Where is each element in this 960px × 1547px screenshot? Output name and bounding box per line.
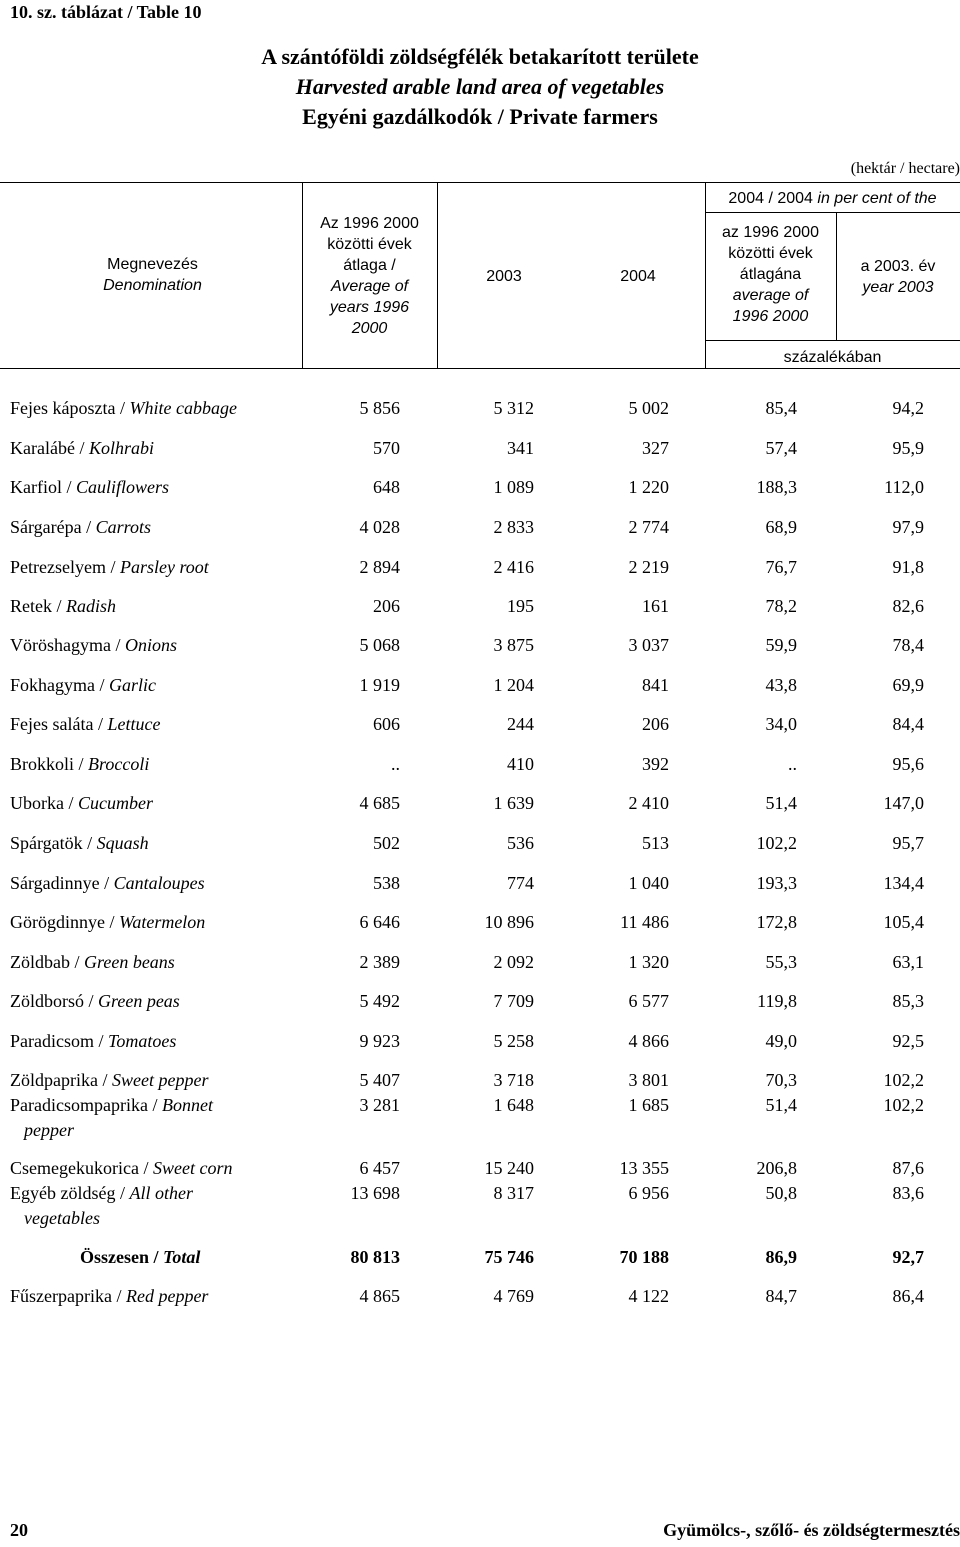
row-name-hu: Petrezselyem / [10, 557, 116, 577]
cell-v1: 5 856 [359, 398, 400, 418]
cell-v2: 4 769 [493, 1286, 534, 1306]
cell-v4: 51,4 [765, 793, 797, 813]
row-name-en: Parsley root [119, 557, 209, 577]
cell-v3: 161 [642, 596, 669, 616]
row-name-hu: Paradicsompaprika / [10, 1095, 158, 1115]
cell-v5: 102,2 [883, 1070, 924, 1090]
cell-v2: 1 639 [493, 793, 534, 813]
cell-v3: 2 219 [628, 557, 669, 577]
ratio-2003-header: a 2003. év year 2003 [860, 258, 936, 296]
table-label: 10. sz. táblázat / Table 10 [10, 2, 202, 22]
cell-v1: 502 [373, 833, 400, 853]
row-name [10, 950, 175, 975]
cell-v5: 86,4 [892, 1286, 924, 1306]
cell-v4: 193,3 [756, 873, 797, 893]
row-name-hu: Spárgatök / [10, 833, 93, 853]
row-name-hu: Fűszerpaprika / [10, 1286, 122, 1306]
cell-v1: 3 281 [359, 1095, 400, 1115]
cell-v4: 84,7 [765, 1286, 797, 1306]
subtitle: Egyéni gazdálkodók / Private farmers [302, 104, 658, 129]
row-name-hu: Brokkoli / [10, 754, 84, 774]
cell-v1: 6 646 [359, 912, 400, 932]
cell-v2: 15 240 [484, 1158, 534, 1178]
cell-v5: 63,1 [892, 952, 924, 972]
row-name-en: Red pepper [125, 1286, 209, 1306]
cell-v3: 392 [642, 754, 669, 774]
cell-v5: 91,8 [892, 557, 924, 577]
row-name-en: Kolhrabi [88, 438, 154, 458]
cell-v2: 3 875 [493, 635, 534, 655]
row-name [10, 555, 209, 580]
row-name-en: Onions [124, 635, 177, 655]
cell-v1: 2 389 [359, 952, 400, 972]
row-name-hu: Fejes káposzta / [10, 398, 125, 418]
row-name [10, 396, 237, 421]
cell-v2: 75 746 [484, 1247, 534, 1267]
cell-v1: 1 919 [359, 675, 400, 695]
cell-v2: 195 [507, 596, 534, 616]
cell-v2: 5 258 [493, 1031, 534, 1051]
row-name [10, 831, 149, 856]
row-name [10, 633, 177, 658]
row-name [10, 712, 160, 737]
row-name-en: Bonnet [161, 1095, 213, 1115]
cell-v4: 76,7 [765, 557, 797, 577]
cell-v3: 3 037 [628, 635, 669, 655]
row-name [10, 910, 205, 935]
cell-v5: 95,9 [892, 438, 924, 458]
cell-v3: 6 577 [628, 991, 669, 1011]
cell-v3: 1 685 [628, 1095, 669, 1115]
row-name-hu: Összesen / [80, 1247, 159, 1267]
page-number: 20 [10, 1520, 28, 1540]
average-header: Az 1996 2000 közötti évek átlaga / Average of years 1996 2000 [320, 215, 419, 337]
cell-v3: 841 [642, 675, 669, 695]
cell-v2: 2 416 [493, 557, 534, 577]
cell-v2: 536 [507, 833, 534, 853]
row-name-en: Cantaloupes [113, 873, 205, 893]
row-name-hu: Karalábé / [10, 438, 85, 458]
percent-header: százalékában [783, 349, 882, 366]
cell-v2: 2 092 [493, 952, 534, 972]
cell-v4: 43,8 [765, 675, 797, 695]
cell-v1: 570 [373, 438, 400, 458]
cell-v1: 538 [373, 873, 400, 893]
row-name-hu: Zöldborsó / [10, 991, 94, 1011]
cell-v1: 5 068 [359, 635, 400, 655]
cell-v4: 55,3 [765, 952, 797, 972]
cell-v4: 172,8 [756, 912, 797, 932]
cell-v4: 50,8 [765, 1183, 797, 1203]
cell-v5: 102,2 [883, 1095, 924, 1115]
cell-v4: 59,9 [765, 635, 797, 655]
row-name [10, 989, 180, 1014]
cell-v4: 49,0 [765, 1031, 797, 1051]
cell-v3: 11 486 [620, 912, 669, 932]
cell-v3: 206 [642, 714, 669, 734]
cell-v2: 8 317 [493, 1183, 534, 1203]
row-name-en: Sweet pepper [111, 1070, 209, 1090]
row-name [80, 1245, 200, 1270]
cell-v5: 95,6 [892, 754, 924, 774]
cell-v2: 341 [507, 438, 534, 458]
row-name-en: All other [129, 1183, 193, 1203]
cell-v5: 147,0 [883, 793, 924, 813]
cell-v4: 119,8 [757, 991, 797, 1011]
cell-v1: 9 923 [359, 1031, 400, 1051]
cell-v2: 410 [507, 754, 534, 774]
title-hu: A szántóföldi zöldségfélék betakarított területe [261, 44, 699, 69]
row-name-en: White cabbage [129, 398, 237, 418]
cell-v4: 188,3 [756, 477, 797, 497]
cell-v5: 85,3 [892, 991, 924, 1011]
cell-v3: 1 220 [628, 477, 669, 497]
cell-v2: 2 833 [493, 517, 534, 537]
cell-v5: 69,9 [892, 675, 924, 695]
year-2004-header: 2004 [620, 268, 656, 285]
year-2003-header: 2003 [486, 268, 522, 285]
unit-label: (hektár / hectare) [850, 160, 960, 177]
cell-v3: 513 [642, 833, 669, 853]
cell-v1: 4 865 [359, 1286, 400, 1306]
cell-v5: 82,6 [892, 596, 924, 616]
row-name-en: Total [163, 1247, 201, 1267]
header-top-rule [0, 182, 960, 183]
cell-v2: 10 896 [484, 912, 534, 932]
ratio-average-header: az 1996 2000 közötti évek átlagána average of 1996 2000 [722, 224, 819, 325]
cell-v1: 2 894 [359, 557, 400, 577]
cell-v5: 112,0 [884, 477, 924, 497]
cell-v5: 92,5 [892, 1031, 924, 1051]
row-name-en: Garlic [109, 675, 156, 695]
cell-v4: 34,0 [765, 714, 797, 734]
row-name-hu: Görögdinnye / [10, 912, 115, 932]
cell-v3: 13 355 [619, 1158, 669, 1178]
row-name-hu: Zöldpaprika / [10, 1070, 108, 1090]
cell-v1: 206 [373, 596, 400, 616]
row-name [10, 1093, 213, 1118]
cell-v2: 7 709 [493, 991, 534, 1011]
row-name-continuation: pepper [24, 1120, 74, 1140]
row-name-hu: Zöldbab / [10, 952, 80, 972]
cell-v5: 78,4 [892, 635, 924, 655]
cell-v1: 13 698 [350, 1183, 400, 1203]
row-name [10, 1068, 208, 1093]
cell-v3: 4 122 [628, 1286, 669, 1306]
cell-v4: 102,2 [756, 833, 797, 853]
row-name-continuation: vegetables [24, 1208, 100, 1228]
cell-v1: .. [391, 754, 400, 774]
cell-v3: 1 040 [628, 873, 669, 893]
row-name-hu: Sárgarépa / [10, 517, 92, 537]
row-name [10, 1029, 176, 1054]
row-name-en: Watermelon [118, 912, 206, 932]
cell-v1: 4 685 [359, 793, 400, 813]
cell-v3: 6 956 [628, 1183, 669, 1203]
cell-v4: 57,4 [765, 438, 797, 458]
cell-v5: 83,6 [892, 1183, 924, 1203]
row-name [10, 1181, 193, 1206]
row-name-hu: Paradicsom / [10, 1031, 104, 1051]
cell-v4: 206,8 [756, 1158, 797, 1178]
row-name [10, 475, 169, 500]
row-name-hu: Sárgadinnye / [10, 873, 110, 893]
row-name [10, 871, 205, 896]
row-name-en: Sweet corn [152, 1158, 233, 1178]
row-name [10, 515, 151, 540]
row-name [10, 1284, 208, 1309]
cell-v4: 86,9 [765, 1247, 797, 1267]
cell-v4: 68,9 [765, 517, 797, 537]
cell-v1: 5 492 [359, 991, 400, 1011]
cell-v5: 87,6 [892, 1158, 924, 1178]
cell-v4: .. [788, 754, 797, 774]
row-name-en: Green beans [84, 952, 175, 972]
cell-v5: 95,7 [892, 833, 924, 853]
row-name-en: Squash [96, 833, 149, 853]
row-name-en: Cucumber [77, 793, 153, 813]
cell-v1: 6 457 [359, 1158, 400, 1178]
cell-v3: 327 [642, 438, 669, 458]
row-name-en: Lettuce [107, 714, 161, 734]
cell-v3: 70 188 [619, 1247, 669, 1267]
percent-rule [705, 340, 960, 341]
cell-v1: 648 [373, 477, 400, 497]
cell-v1: 4 028 [359, 517, 400, 537]
ratio-subheader-rule [705, 212, 960, 213]
row-name-hu: Karfiol / [10, 477, 72, 497]
row-name-en: Tomatoes [107, 1031, 177, 1051]
row-name-en: Broccoli [88, 754, 150, 774]
cell-v3: 3 801 [628, 1070, 669, 1090]
header-bottom-rule [0, 368, 960, 369]
cell-v4: 78,2 [765, 596, 797, 616]
cell-v2: 1 648 [493, 1095, 534, 1115]
cell-v2: 774 [507, 873, 534, 893]
row-name [10, 791, 153, 816]
cell-v1: 80 813 [350, 1247, 400, 1267]
cell-v1: 5 407 [359, 1070, 400, 1090]
cell-v3: 2 410 [628, 793, 669, 813]
row-name [10, 752, 149, 777]
cell-v4: 70,3 [765, 1070, 797, 1090]
denomination-header: Megnevezés Denomination [103, 256, 202, 294]
row-name-hu: Fokhagyma / [10, 675, 105, 695]
cell-v3: 5 002 [628, 398, 669, 418]
row-name [10, 1156, 232, 1181]
row-name-hu: Fejes saláta / [10, 714, 103, 734]
cell-v3: 1 320 [628, 952, 669, 972]
cell-v5: 84,4 [892, 714, 924, 734]
cell-v2: 244 [507, 714, 534, 734]
cell-v5: 105,4 [883, 912, 924, 932]
cell-v5: 92,7 [892, 1247, 924, 1267]
row-name-hu: Retek / [10, 596, 62, 616]
row-name [10, 436, 154, 461]
cell-v4: 85,4 [765, 398, 797, 418]
row-name-en: Radish [66, 596, 117, 616]
cell-v3: 2 774 [628, 517, 669, 537]
footer-section-title: Gyümölcs-, szőlő- és zöldségtermesztés [663, 1520, 960, 1540]
row-name-en: Green peas [98, 991, 180, 1011]
cell-v3: 4 866 [628, 1031, 669, 1051]
cell-v5: 134,4 [883, 873, 924, 893]
title-en: Harvested arable land area of vegetables [295, 74, 665, 99]
row-name-hu: Vöröshagyma / [10, 635, 121, 655]
row-name-en: Carrots [95, 517, 151, 537]
row-name-hu: Egyéb zöldség / [10, 1183, 125, 1203]
cell-v2: 5 312 [493, 398, 534, 418]
row-name [10, 673, 156, 698]
cell-v2: 3 718 [493, 1070, 534, 1090]
row-name-hu: Uborka / [10, 793, 74, 813]
row-name [10, 594, 116, 619]
cell-v1: 606 [373, 714, 400, 734]
cell-v5: 94,2 [892, 398, 924, 418]
cell-v5: 97,9 [892, 517, 924, 537]
row-name-hu: Csemegekukorica / [10, 1158, 149, 1178]
cell-v4: 51,4 [765, 1095, 797, 1115]
ratio-header: 2004 / 2004 in per cent of the [728, 190, 937, 207]
cell-v2: 1 089 [493, 477, 534, 497]
row-name-en: Cauliflowers [75, 477, 169, 497]
cell-v2: 1 204 [493, 675, 534, 695]
